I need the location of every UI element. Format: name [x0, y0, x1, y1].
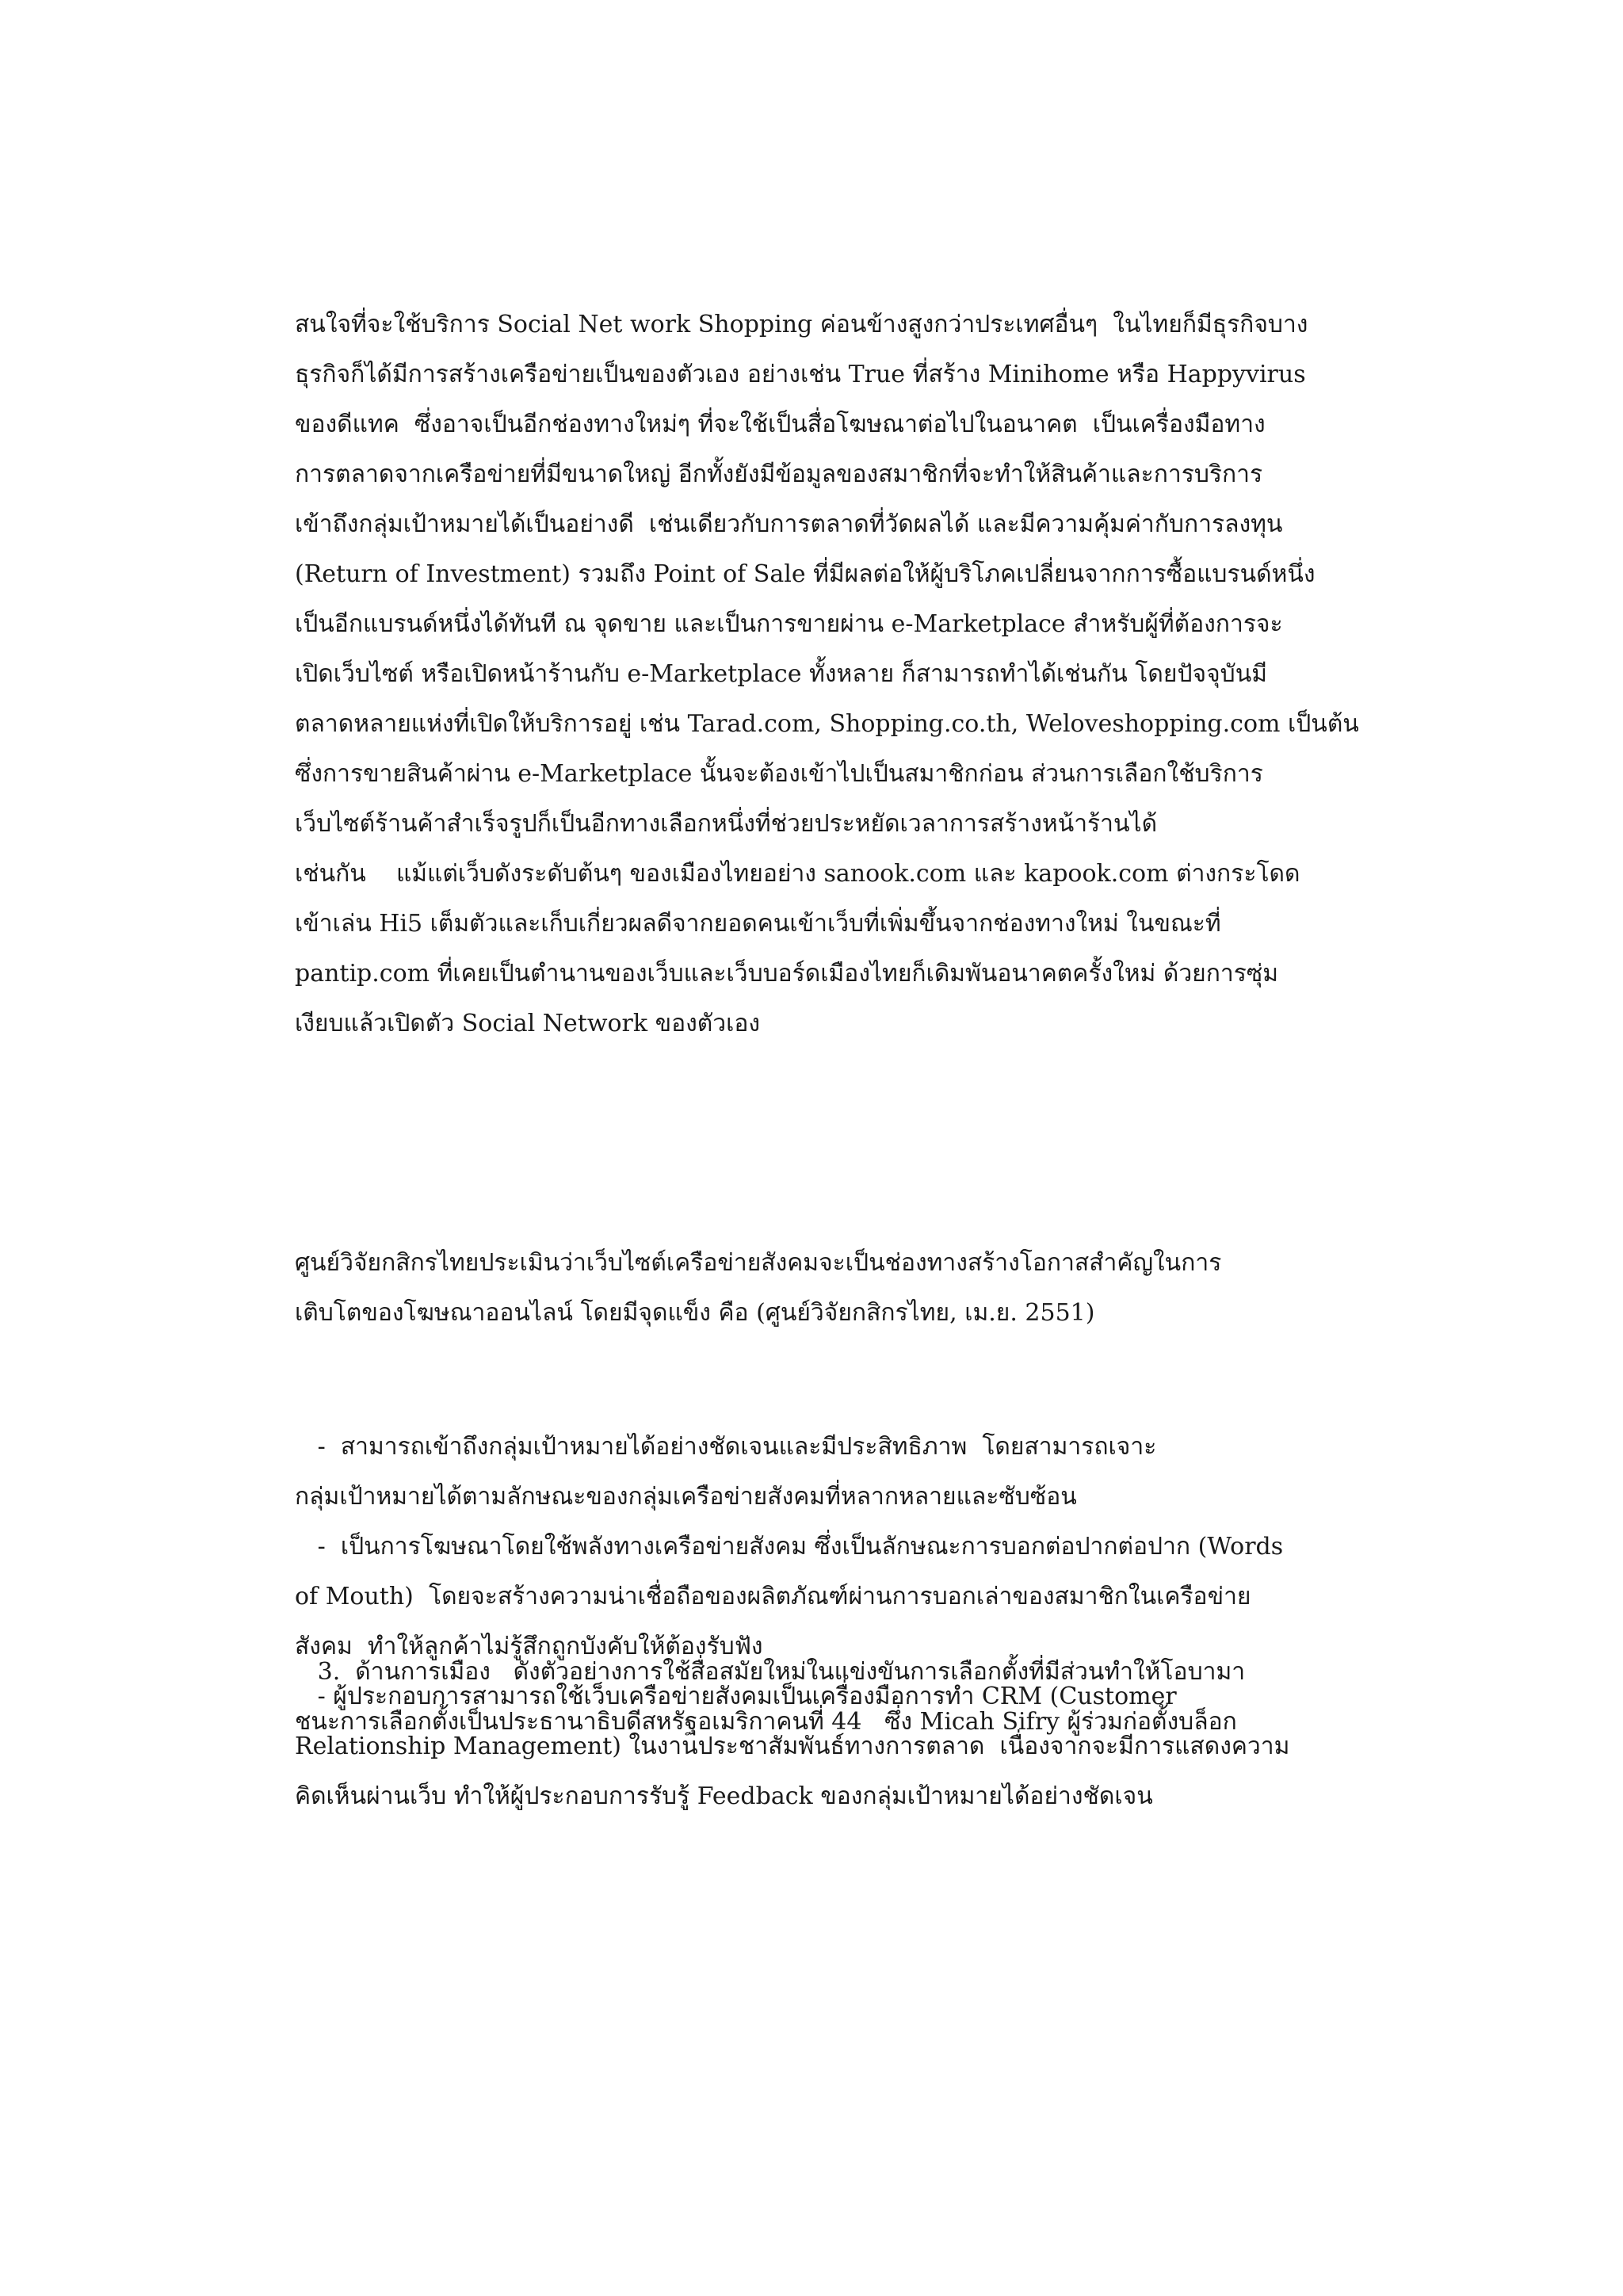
paragraph-line: ของดีแทค ซึ่งอาจเป็นอีกช่องทางใหม่ๆ ที่จะใช้เป็นสื่อโฆษณาต่อไปในอนาคต เป็นเครื่องมือทาง [295, 411, 1266, 438]
bullet-line: - สามารถเข้าถึงกลุ่มเป้าหมายได้อย่างชัดเจนและมีประสิทธิภาพ โดยสามารถเจาะ [295, 1433, 1157, 1461]
bullet-line: of Mouth) โดยจะสร้างความน่าเชื่อถือของผลิตภัณฑ์ผ่านการบอกเล่าของสมาชิกในเครือข่าย [295, 1583, 1251, 1610]
paragraph-line: สนใจที่จะใช้บริการ Social Net work Shopping ค่อนข้างสูงกว่าประเทศอื่นๆ ในไทยก็มีธุรกิจบาง [295, 311, 1308, 338]
paragraph-line: เปิดเว็บไซต์ หรือเปิดหน้าร้านกับ e-Marketplace ทั้งหลาย ก็สามารถทำได้เช่นกัน โดยปัจจุบันมี [295, 660, 1267, 688]
paragraph-politics [295, 1647, 1436, 1747]
bullet-line: - เป็นการโฆษณาโดยใช้พลังทางเครือข่ายสังคม ซึ่งเป็นลักษณะการบอกต่อปากต่อปาก (Words [295, 1533, 1284, 1561]
paragraph-line: ซึ่งการขายสินค้าผ่าน e-Marketplace นั้นจะต้องเข้าไปเป็นสมาชิกก่อน ส่วนการเลือกใช้บริการ [295, 760, 1263, 788]
paragraph-line: ตลาดหลายแห่งที่เปิดให้บริการอยู่ เช่น Tarad.com, Shopping.co.th, Weloveshopping.com เป็นต้น [295, 710, 1359, 738]
bullet-line: - ผู้ประกอบการสามารถใช้เว็บเครือข่ายสังคมเป็นเครื่องมือการทำ CRM (Customer [295, 1683, 1177, 1710]
paragraph-kasikorn-research [295, 1238, 1436, 1338]
paragraph-line: เป็นอีกแบรนด์หนึ่งได้ทันที ณ จุดขาย และเป็นการขายผ่าน e-Marketplace สำหรับผู้ที่ต้องการจะ [295, 610, 1283, 638]
bullet-line: Relationship Management) ในงานประชาสัมพันธ์ทางการตลาด เนื่องจากจะมีการแสดงความ [295, 1733, 1290, 1760]
paragraph-line: pantip.com ที่เคยเป็นตำนานของเว็บและเว็บบอร์ดเมืองไทยก็เดิมพันอนาคตครั้งใหม่ ด้วยการซุ่ม [295, 960, 1279, 988]
paragraph-line: ธุรกิจก็ได้มีการสร้างเครือข่ายเป็นของตัวเอง อย่างเช่น True ที่สร้าง Minihome หรือ Happyvirus [295, 361, 1306, 388]
paragraph-line: ศูนย์วิจัยกสิกรไทยประเมินว่าเว็บไซต์เครือข่ายสังคมจะเป็นช่องทางสร้างโอกาสสำคัญในการ [295, 1249, 1222, 1277]
paragraph-line: เข้าถึงกลุ่มเป้าหมายได้เป็นอย่างดี เช่นเดียวกับการตลาดที่วัดผลได้ และมีความคุ้มค่ากับการลงทุน [295, 510, 1283, 538]
paragraph-line: 3. ด้านการเมือง ดังตัวอย่างการใช้สื่อสมัยใหม่ในแข่งขันการเลือกตั้งที่มีส่วนทำให้โอบามา [295, 1658, 1246, 1686]
paragraph-line: การตลาดจากเครือข่ายที่มีขนาดใหญ่ อีกทั้งยังมีข้อมูลของสมาชิกที่จะทำให้สินค้าและการบริการ [295, 460, 1263, 488]
bullet-line: กลุ่มเป้าหมายได้ตามลักษณะของกลุ่มเครือข่ายสังคมที่หลากหลายและซับซ้อน [295, 1483, 1077, 1511]
strengths-bullet-list [295, 1422, 1436, 1821]
paragraph-line: เข้าเล่น Hi5 เต็มตัวและเก็บเกี่ยวผลดีจากยอดคนเข้าเว็บที่เพิ่มขึ้นจากช่องทางใหม่ ในขณะที่ [295, 910, 1221, 938]
bullet-line: คิดเห็นผ่านเว็บ ทำให้ผู้ประกอบการรับรู้ Feedback ของกลุ่มเป้าหมายได้อย่างชัดเจน [295, 1782, 1153, 1810]
paragraph-social-network-shopping [295, 300, 1436, 1049]
paragraph-line: เติบโตของโฆษณาออนไลน์ โดยมีจุดแข็ง คือ (ศูนย์วิจัยกสิกรไทย, เม.ย. 2551) [295, 1299, 1095, 1327]
paragraph-line: เว็บไซต์ร้านค้าสำเร็จรูปก็เป็นอีกทางเลือกหนึ่งที่ช่วยประหยัดเวลาการสร้างหน้าร้านได้ [295, 810, 1158, 838]
bullet-line: สังคม ทำให้ลูกค้าไม่รู้สึกถูกบังคับให้ต้องรับฟัง [295, 1633, 763, 1660]
paragraph-line: เงียบแล้วเปิดตัว Social Network ของตัวเอง [295, 1010, 761, 1037]
paragraph-line: (Return of Investment) รวมถึง Point of Sale ที่มีผลต่อให้ผู้บริโภคเปลี่ยนจากการซื้อแบรนด์หนึ่ง [295, 560, 1316, 588]
paragraph-line: เช่นกัน แม้แต่เว็บดังระดับต้นๆ ของเมืองไทยอย่าง sanook.com และ kapook.com ต่างกระโดด [295, 860, 1300, 888]
paragraph-line: ชนะการเลือกตั้งเป็นประธานาธิบดีสหรัฐอเมริกาคนที่ 44 ซึ่ง Micah Sifry ผู้ร่วมก่อตั้งบล็อก [295, 1708, 1237, 1736]
